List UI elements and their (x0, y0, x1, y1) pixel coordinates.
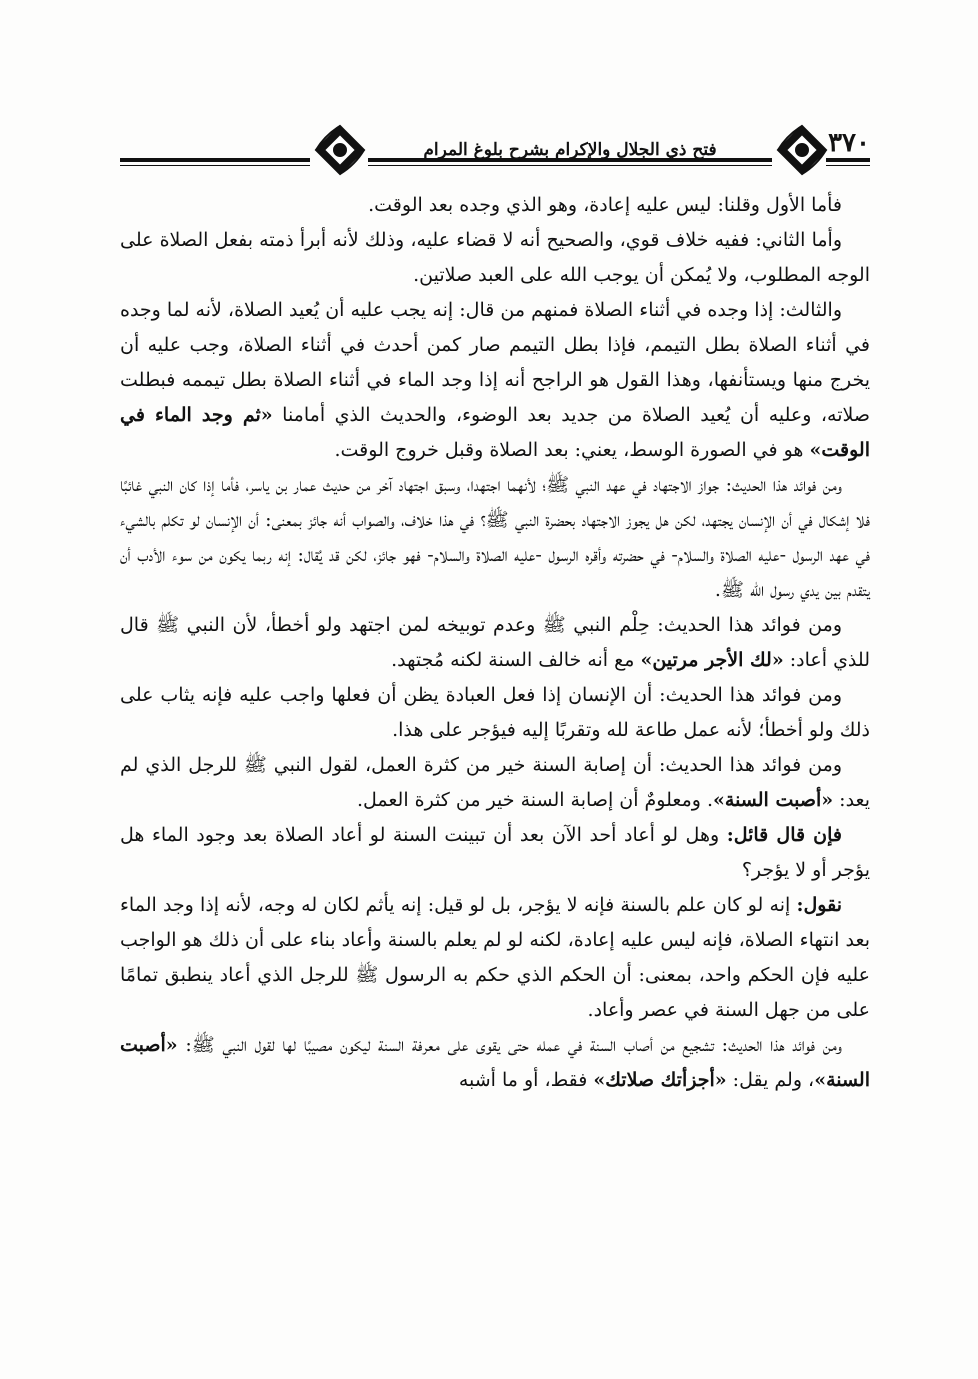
ornament-left-icon (312, 122, 368, 178)
paragraph: ومن فوائد هذا الحديث: أن الإنسان إذا فعل العبادة يظن أن فعلها واجب عليه فإنه يثاب على ذلك ولو أخطأ؛ لأنه عمل طاعة لله وتقربًا إليه فيؤجر على هذا. (120, 684, 870, 741)
page-number: ٣٧٠ (828, 128, 870, 158)
paragraph: والثالث: إذا وجده في أثناء الصلاة فمنهم من قال: إنه يجب عليه أن يُعيد الصلاة، لأنه لما وجده في أثناء الصلاة بطل التيمم، فإذا بطل التيمم صار كمن أحدث في أثناء الصلاة، وجب عليه أن يخرج منها ويستأنفها، وهذا القول هو الراجح أنه إذا وجد الماء في أثناء الصلاة بطل تيممه فبطلت صلاته، وعليه أن يُعيد الصلاة من جديد بعد الوضوء، والحديث الذي أمامنا «ثم وجد الماء في الوقت» هو في الصورة الوسط، يعني: بعد الصلاة وقبل خروج الوقت. (120, 299, 871, 461)
hadith-quote: «لك الأجر مرتين» (640, 649, 784, 671)
paragraph: وأما الثاني: ففيه خلاف قوي، والصحيح أنه لا قضاء عليه، وذلك لأنه أبرأ ذمته بفعل الصلاة على الوجه المطلوب، ولا يُمكن أن يوجب الله على العبد صلاتين. (120, 229, 870, 286)
paragraph: نقول: إنه لو كان علم بالسنة فإنه لا يؤجر، بل لو قيل: إنه يأثم لكان له وجه، لأنه إذا وجد الماء بعد انتهاء الصلاة، فإنه ليس عليه إعادة، لكنه لو لم يعلم بالسنة وأعاد بناء على أن ذلك هو الواجب عليه فإن الحكم واحد، بمعنى: أن الحكم الذي حكم به الرسول ﷺ للرجل الذي أعاد ينطبق تمامًا على من جهل السنة في عصر وأعاد. (120, 894, 870, 1021)
page-body (120, 188, 870, 1348)
ornament-right-icon (774, 122, 830, 178)
paragraph: فأما الأول وقلنا: ليس عليه إعادة، وهو الذي وجده بعد الوقت. (368, 194, 842, 216)
answer-label: نقول: (796, 894, 842, 916)
book-title: فتح ذي الجلال والإكرام بشرح بلوغ المرام (423, 140, 717, 160)
hadith-quote: «أجزأتك صلاتك» (593, 1069, 727, 1091)
paragraph: ومن فوائد هذا الحديث: جواز الاجتهاد في عهد النبي ﷺ؛ لأنهما اجتهدا، وسبق اجتهاد آخر من حديث عمار بن ياسر، فأما إذا كان النبي غائبًا فلا إشكال في أن الإنسان يجتهد، لكن هل يجوز الاجتهاد بحضرة النبي ﷺ؟ في هذا خلاف، والصواب أنه جائز بمعنى: أن الإنسان لو تكلم بالشيء في عهد الرسول -عليه الصلاة والسلام- في حضرته وأقره الرسول -عليه الصلاة والسلام- فهو جائز، لكن قد يُقال: إنه ربما يكون من سوء الأدب أن يتقدم بين يدي رسول الله ﷺ. (120, 474, 870, 601)
page-header (120, 118, 870, 178)
paragraph: فإن قال قائل: وهل لو أعاد أحد الآن بعد أن تبينت السنة لو أعاد الصلاة بعد وجود الماء هل يؤجر أو لا يؤجر؟ (120, 824, 870, 881)
header-rule-left (120, 158, 310, 166)
paragraph: ومن فوائد هذا الحديث: حِلْم النبي ﷺ وعدم توبيخه لمن اجتهد ولو أخطأ، لأن النبي ﷺ قال للذي أعاد: «لك الأجر مرتين» مع أنه خالف السنة لكنه مُجتهد. (120, 614, 870, 671)
hadith-quote: «أصبت السنة» (120, 1034, 870, 1091)
hadith-quote: «ثم وجد الماء في الوقت» (120, 404, 870, 461)
hadith-quote: «أصبت السنة» (713, 789, 834, 811)
header-rule-right (826, 158, 870, 166)
paragraph: ومن فوائد هذا الحديث: أن إصابة السنة خير من كثرة العمل، لقول النبي ﷺ للرجل الذي لم يعد: «أصبت السنة». ومعلومٌ أن إصابة السنة خير من كثرة العمل. (120, 754, 870, 811)
question-label: فإن قال قائل: (726, 824, 843, 846)
paragraph: ومن فوائد هذا الحديث: تشجيع من أصاب السنة في عمله حتى يقوى على معرفة السنة ليكون مصيبًا لها لقول النبي ﷺ: «أصبت السنة»، ولم يقل: «أجزأتك صلاتك» فقط، أو ما أشبه (120, 1034, 870, 1091)
